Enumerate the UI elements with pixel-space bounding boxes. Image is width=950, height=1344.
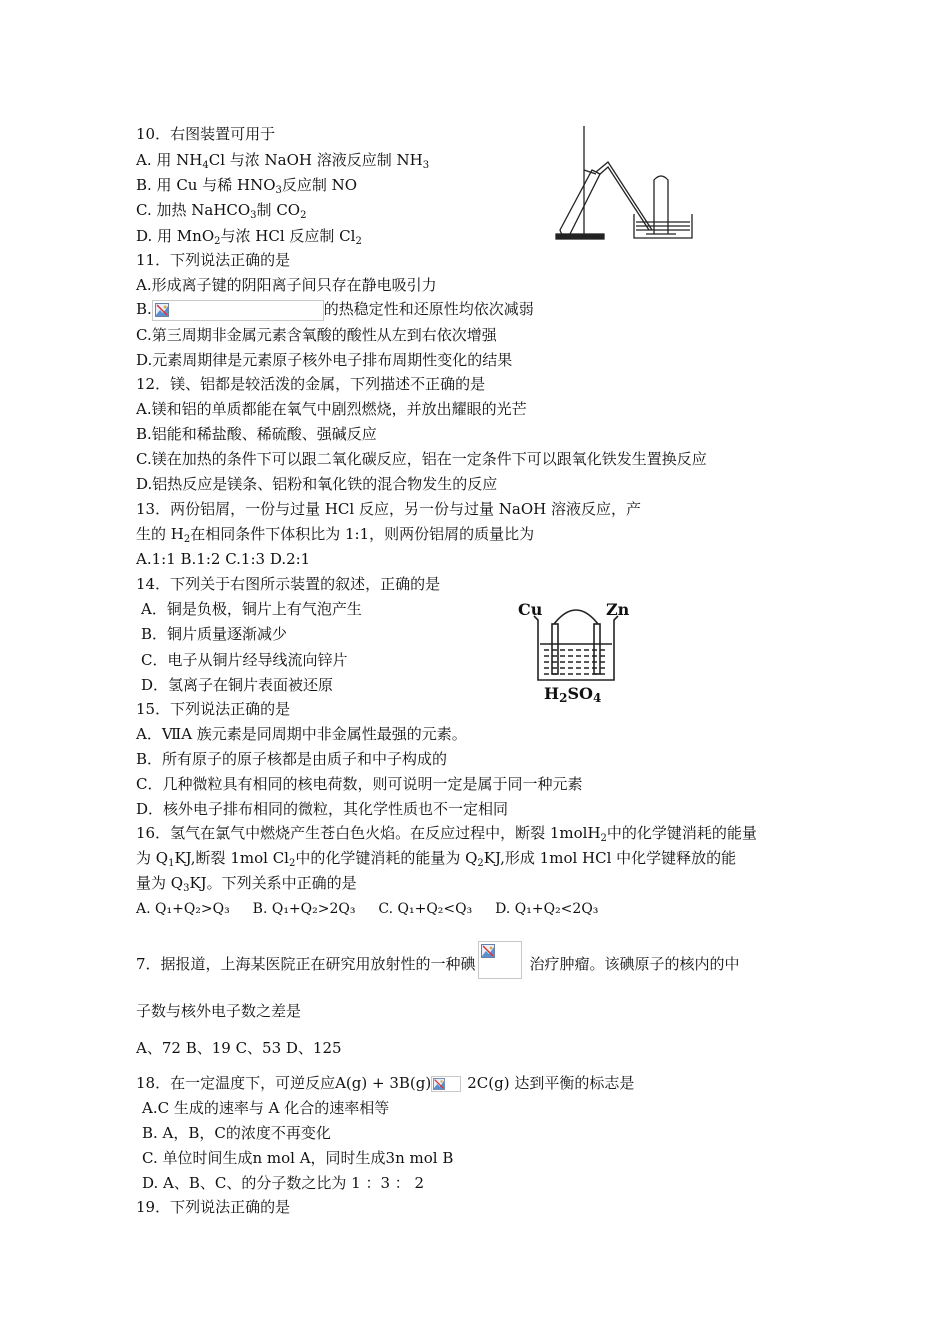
q10-stem: 10．右图装置可用于 — [136, 125, 276, 143]
q16-option-d: D. Q₁+Q₂<2Q₃ — [495, 901, 599, 917]
q15-option-d: D．核外电子排布相同的微粒，其化学性质也不一定相同 — [136, 800, 509, 818]
q10-option-a: A. 用 $NH_4Cl$ 与浓 NaOH 溶液反应制 $NH_3$ — [136, 151, 430, 171]
q16-option-b: B. Q₁+Q₂>2Q₃ — [252, 901, 356, 917]
q14-option-d: D．氢离子在铜片表面被还原 — [141, 676, 334, 694]
q16-line2: 为 $Q_1KJ$,断裂 1mol $Cl_2$中的化学键消耗的能量为 $Q_2KJ$,形成 1mol HCl 中化学键释放的能 — [136, 849, 737, 869]
q10-option-c: C. 加热 NaHCO$_3$制 $CO_2$ — [136, 201, 307, 221]
q12-option-d: D.铝热反应是镁条、铝粉和氧化铁的混合物发生的反应 — [136, 475, 498, 493]
cu-label: Cu — [518, 600, 543, 619]
q11-option-c: C.第三周期非金属元素含氧酸的酸性从左到右依次增强 — [136, 326, 497, 344]
broken-image-icon — [152, 300, 324, 321]
q18-option-d: D. A、B、C、的分子数之比为 1 ：3 ： 2 — [142, 1174, 425, 1192]
q18-option-c: C. 单位时间生成n mol A，同时生成3n mol B — [142, 1149, 454, 1167]
q19-stem: 19．下列说法正确的是 — [136, 1198, 291, 1216]
q10-option-b: B. 用 Cu 与稀 $HNO_3$反应制 NO — [136, 176, 358, 196]
q12-option-b: B.铝能和稀盐酸、稀硫酸、强碱反应 — [136, 425, 377, 443]
q18-stem: 18．在一定温度下，可逆反应A(g) + 3B(g) 2C(g) 达到平衡的标志是 — [136, 1074, 635, 1092]
q15-option-b: B．所有原子的原子核都是由质子和中子构成的 — [136, 750, 448, 768]
q16-line3: 量为 $Q_3KJ$。下列关系中正确的是 — [136, 874, 357, 894]
broken-image-icon — [478, 941, 522, 979]
q11-stem: 11．下列说法正确的是 — [136, 251, 291, 269]
q17-line1: 7．据报道，上海某医院正在研究用放射性的一种碘 治疗肿瘤。该碘原子的核内的中 — [136, 941, 740, 979]
q13-line1: 13．两份铝屑，一份与过量 HCl 反应，另一份与过量 NaOH 溶液反应，产 — [136, 500, 641, 518]
q15-option-a: A．ⅦA 族元素是同周期中非金属性最强的元素。 — [136, 725, 467, 743]
q15-option-c: C．几种微粒具有相同的核电荷数，则可说明一定是属于同一种元素 — [136, 775, 583, 793]
q17-options: A、72 B、19 C、53 D、125 — [136, 1039, 342, 1057]
q18-option-b: B. A，B，C的浓度不再变化 — [142, 1124, 331, 1142]
galvanic-cell-figure — [514, 598, 638, 708]
q16-option-c: C. Q₁+Q₂<Q₃ — [378, 901, 473, 917]
q12-stem: 12．镁、铝都是较活泼的金属，下列描述不正确的是 — [136, 375, 486, 393]
q11-option-d: D.元素周期律是元素原子核外电子排布周期性变化的结果 — [136, 351, 513, 369]
zn-label: Zn — [606, 600, 630, 619]
q11-option-a: A.形成离子键的阴阳离子间只存在静电吸引力 — [136, 276, 437, 294]
q13-options: A.1:1 B.1:2 C.1:3 D.2:1 — [136, 550, 311, 568]
q11-option-b: B. 的热稳定性和还原性均依次减弱 — [136, 299, 534, 321]
q13-line2: 生的 $H_2$在相同条件下体积比为 1:1，则两份铝屑的质量比为 — [136, 525, 535, 545]
q12-option-c: C.镁在加热的条件下可以跟二氧化碳反应，铝在一定条件下可以跟氧化铁发生置换反应 — [136, 450, 707, 468]
q14-option-c: C．电子从铜片经导线流向锌片 — [141, 651, 348, 669]
q18-option-a: A.C 生成的速率与 A 化合的速率相等 — [142, 1099, 390, 1117]
apparatus-figure — [548, 122, 700, 244]
q14-option-b: B．铜片质量逐渐减少 — [141, 625, 288, 643]
q16-option-a: A. Q₁+Q₂>Q₃ — [136, 901, 230, 917]
q14-stem: 14．下列关于右图所示装置的叙述，正确的是 — [136, 575, 441, 593]
q15-stem: 15．下列说法正确的是 — [136, 700, 291, 718]
broken-image-icon — [431, 1076, 461, 1092]
q14-option-a: A．铜是负极，铜片上有气泡产生 — [141, 600, 362, 618]
q16-options — [136, 899, 598, 919]
q12-option-a: A.镁和铝的单质都能在氧气中剧烈燃烧，并放出耀眼的光芒 — [136, 400, 527, 418]
q10-option-d: D. 用 MnO$_2$与浓 HCl 反应制 $Cl_2$ — [136, 227, 362, 247]
h2so4-label: $H_2SO_4$ — [544, 684, 602, 705]
q17-line2: 子数与核外电子数之差是 — [136, 1002, 302, 1020]
q16-line1: 16．氢气在氯气中燃烧产生苍白色火焰。在反应过程中，断裂 1molH$_2$中的化学键消耗的能量 — [136, 824, 757, 844]
